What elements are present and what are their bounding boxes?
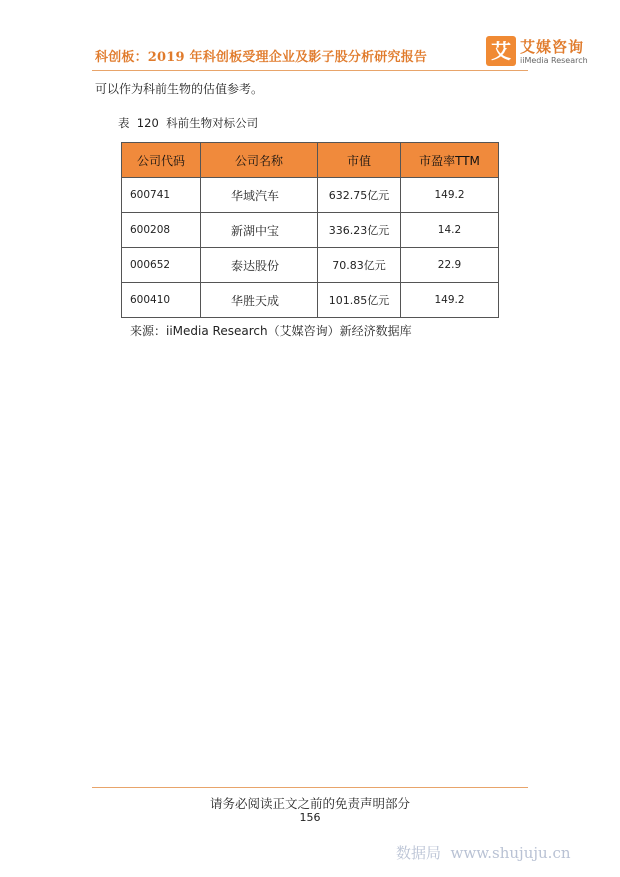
header-pe-ttm: 市盈率TTM <box>401 143 499 178</box>
header-market-cap: 市值 <box>318 143 401 178</box>
cell-pe-ttm: 149.2 <box>401 178 499 213</box>
intro-text: 可以作为科前生物的估值参考。 <box>95 82 264 96</box>
cell-company-name: 华域汽车 <box>201 178 318 213</box>
footer-divider <box>92 787 528 788</box>
site-watermark: 数据局 www.shujuju.cn <box>396 844 571 862</box>
cell-company-code: 600410 <box>122 283 201 318</box>
page-number: 156 <box>299 811 321 824</box>
cell-company-code: 600741 <box>122 178 201 213</box>
table-caption: 表 120 科前生物对标公司 <box>118 116 259 130</box>
logo-subtitle: iiMedia Research <box>520 56 588 65</box>
cell-market-cap: 101.85亿元 <box>318 283 401 318</box>
table-header-row <box>122 143 499 178</box>
table-row <box>122 283 499 318</box>
cell-pe-ttm: 22.9 <box>401 248 499 283</box>
header-company-name: 公司名称 <box>201 143 318 178</box>
header-divider <box>92 70 528 71</box>
source-note: 来源：iiMedia Research（艾媒咨询）新经济数据库 <box>130 324 412 338</box>
logo-mark-icon: 艾 <box>486 36 516 66</box>
cell-pe-ttm: 149.2 <box>401 283 499 318</box>
cell-company-code: 000652 <box>122 248 201 283</box>
peer-companies-table <box>121 142 499 318</box>
cell-company-name: 华胜天成 <box>201 283 318 318</box>
iimedia-logo <box>486 36 586 70</box>
cell-market-cap: 632.75亿元 <box>318 178 401 213</box>
cell-company-name: 泰达股份 <box>201 248 318 283</box>
logo-name: 艾媒咨询 <box>520 38 585 56</box>
cell-company-code: 600208 <box>122 213 201 248</box>
report-header-title: 科创板：2019 年科创板受理企业及影子股分析研究报告 <box>95 50 428 65</box>
cell-market-cap: 336.23亿元 <box>318 213 401 248</box>
footer-disclaimer: 请务必阅读正文之前的免责声明部分 <box>209 796 410 811</box>
cell-market-cap: 70.83亿元 <box>318 248 401 283</box>
cell-pe-ttm: 14.2 <box>401 213 499 248</box>
table-row <box>122 248 499 283</box>
table-row <box>122 213 499 248</box>
header-company-code: 公司代码 <box>122 143 201 178</box>
table-row <box>122 178 499 213</box>
cell-company-name: 新湖中宝 <box>201 213 318 248</box>
